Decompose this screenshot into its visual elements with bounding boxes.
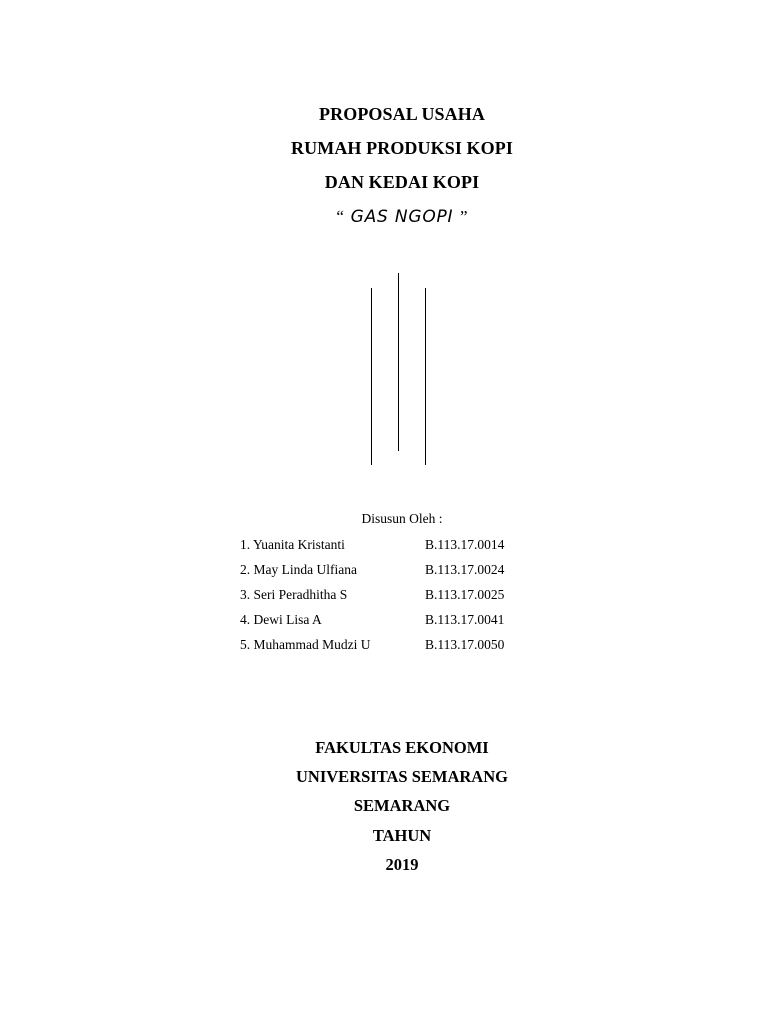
- close-quote: ”: [459, 207, 468, 226]
- vertical-line-right: [425, 288, 426, 465]
- member-name: 2. May Linda Ulfiana: [240, 562, 357, 577]
- member-name: 4. Dewi Lisa A: [240, 612, 322, 627]
- title-line-2: RUMAH PRODUKSI KOPI: [291, 138, 513, 158]
- city-name: SEMARANG: [353, 796, 451, 815]
- open-quote: “: [336, 207, 345, 226]
- brand-name: GAS NGOPI: [350, 207, 454, 227]
- member-id: B.113.17.0050: [425, 637, 505, 652]
- member-row: [240, 611, 560, 636]
- member-name: 1. Yuanita Kristanti: [240, 537, 345, 552]
- member-row: [240, 536, 560, 561]
- brand-name-line: [0, 205, 768, 228]
- member-id: B.113.17.0025: [425, 587, 505, 602]
- year-label: TAHUN: [372, 826, 432, 845]
- year-value: 2019: [385, 855, 419, 874]
- member-row: [240, 636, 560, 661]
- member-list: [240, 536, 560, 661]
- member-name: 3. Seri Peradhitha S: [240, 587, 348, 602]
- title-line-1: PROPOSAL USAHA: [319, 104, 485, 124]
- member-row: [240, 561, 560, 586]
- member-row: [240, 586, 560, 611]
- member-name: 5. Muhammad Mudzi U: [240, 637, 371, 652]
- composed-by-heading: Disusun Oleh :: [361, 511, 443, 526]
- vertical-line-center: [398, 273, 399, 451]
- university-name: UNIVERSITAS SEMARANG: [296, 767, 508, 786]
- vertical-line-left: [371, 288, 372, 465]
- faculty-name: FAKULTAS EKONOMI: [315, 738, 489, 757]
- title-line-3: DAN KEDAI KOPI: [324, 172, 480, 192]
- member-id: B.113.17.0041: [425, 612, 505, 627]
- member-id: B.113.17.0024: [425, 562, 505, 577]
- member-id: B.113.17.0014: [425, 537, 505, 552]
